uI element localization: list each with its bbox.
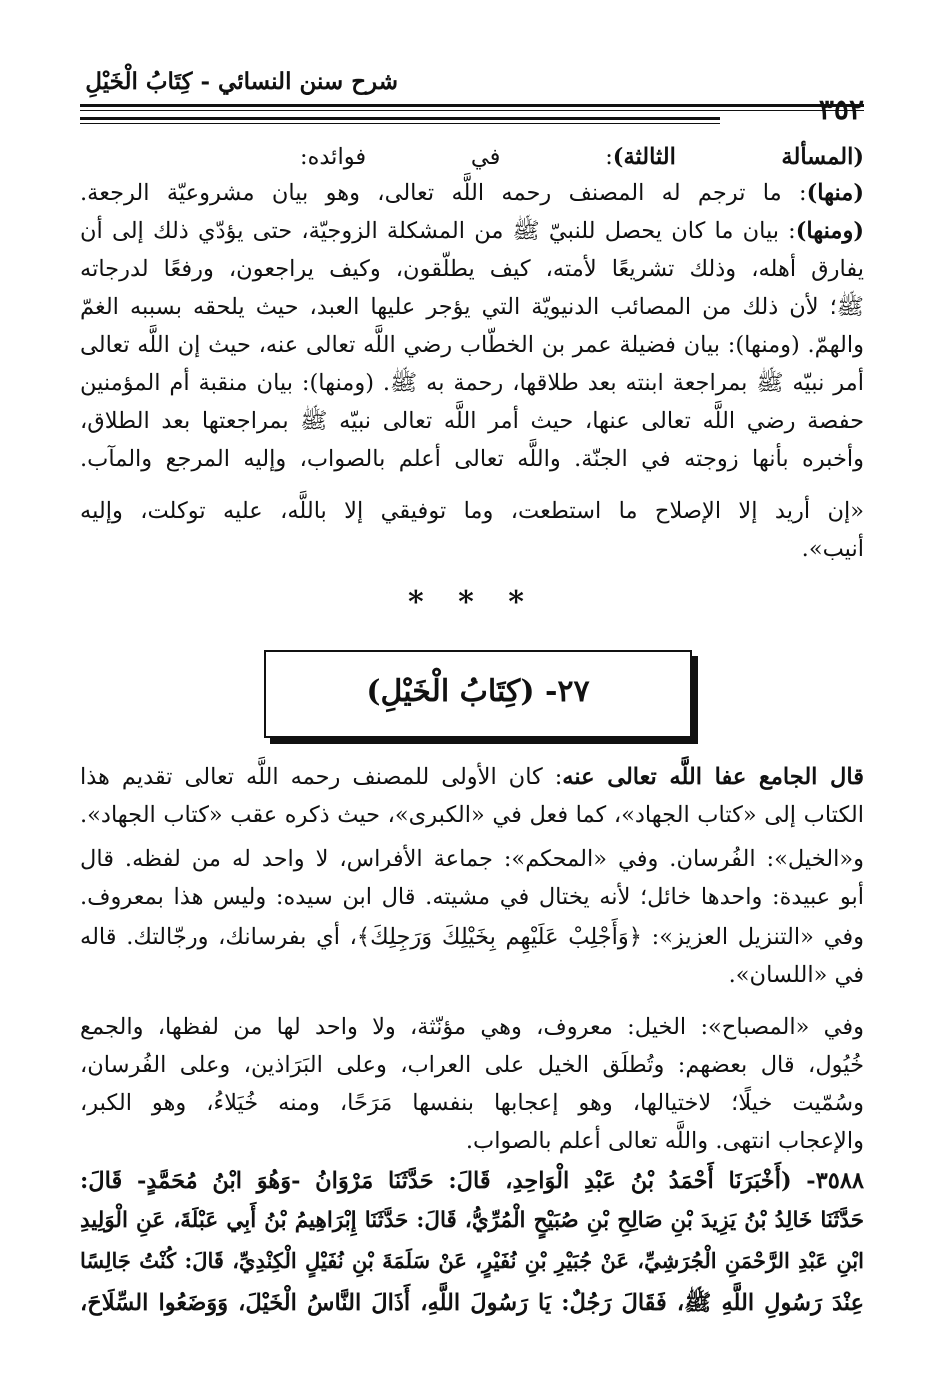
bold-phrase: (ومنها) xyxy=(795,218,864,244)
line-text: : في فوائده: xyxy=(300,144,613,170)
text-line xyxy=(80,332,864,358)
text-line xyxy=(80,1052,864,1078)
line-text: الكتاب إلى «كتاب الجهاد»، كما فعل في «الكبرى»، حيث ذكره عقب «كتاب الجهاد». xyxy=(80,802,864,828)
line-text: وفي «التنزيل العزيز»: ﴿وَأَجْلِبْ عَلَيْهِم بِخَيْلِكَ وَرَجِلِكَ﴾، أي بفرسانك، ورجّالتك. قاله xyxy=(80,924,864,950)
bold-phrase: (منها) xyxy=(806,180,864,206)
running-header-title: شرح سنن النسائي - كِتَابُ الْخَيْلِ xyxy=(85,68,398,95)
line-text: أمر نبيّه ﷺ بمراجعة ابنته بعد طلاقها، رحمة به ﷺ. (ومنها): بيان منقبة أم المؤمنين xyxy=(80,370,864,396)
hadith-line: عِنْدَ رَسُولِ اللَّهِ ﷺ، فَقَالَ رَجُلٌ: يَا رَسُولَ اللَّهِ، أَذَالَ النَّاسُ الْخَيْلَ، وَوَضَعُوا السِّلَاحَ، xyxy=(80,1290,864,1316)
text-line xyxy=(300,144,864,170)
header-rule-short-thick xyxy=(80,117,720,120)
line-text: : كان الأولى للمصنف رحمه اللَّه تعالى تقديم هذا xyxy=(80,764,563,790)
hadith-line: حَدَّثَنَا خَالِدُ بْنُ يَزِيدَ بْنِ صَالِحِ بْنِ صُبَيْحٍ الْمُرِّيُّ، قَالَ: حَدَّثَنَا إِبْرَاهِيمُ بْنُ أَبِي عَبْلَةَ، عَنِ الْوَلِيدِ xyxy=(80,1208,864,1233)
line-text: يفارق أهله، وذلك تشريعًا لأمته، كيف يطلّقون، وكيف يراجعون، ورفعًا لدرجاته xyxy=(80,256,864,282)
text-line xyxy=(80,802,864,828)
line-text: «إن أريد إلا الإصلاح ما استطعت، وما توفيقي إلا باللَّه، عليه توكلت، وإليه xyxy=(80,498,864,524)
bold-phrase: قال الجامع عفا اللَّه تعالى عنه xyxy=(562,764,864,790)
line-text: : بيان ما كان يحصل للنبيّ ﷺ من المشكلة الزوجيّة، حتى يؤدّي ذلك إلى أن xyxy=(80,218,796,244)
line-text: والهمّ. (ومنها): بيان فضيلة عمر بن الخطّاب رضي اللَّه تعالى عنه، حيث إن اللَّه تعالى xyxy=(80,332,864,358)
section-separator: * * * xyxy=(408,585,536,620)
chapter-heading-box xyxy=(264,650,692,738)
text-line xyxy=(80,180,864,206)
text-line xyxy=(80,846,864,872)
line-text: وسُمّيت خيلًا؛ لاختيالها، وهو إعجابها بنفسها مَرَحًا، ومنه خُيَلاءُ، وهو الكبر، xyxy=(80,1090,864,1116)
line-text: و«الخيل»: الفُرسان. وفي «المحكم»: جماعة الأفراس، لا واحد له من لفظه. قال xyxy=(80,846,864,872)
header-rule-thick xyxy=(80,104,864,107)
text-line xyxy=(80,256,864,282)
quote-line-end xyxy=(80,536,864,562)
chapter-title: ٢٧- (كِتَابُ الْخَيْلِ) xyxy=(366,674,590,709)
text-line xyxy=(80,446,864,472)
text-line xyxy=(80,924,864,950)
line-text: والإعجاب انتهى. واللَّه تعالى أعلم بالصواب. xyxy=(465,1128,864,1154)
text-line xyxy=(80,294,864,326)
bold-phrase: (المسألة الثالثة) xyxy=(612,144,865,170)
text-line xyxy=(80,962,864,988)
quote-line xyxy=(80,498,864,524)
text-line xyxy=(80,764,864,790)
line-text: في «اللسان». xyxy=(728,962,864,988)
line-text: أنيب». xyxy=(801,536,864,562)
text-line xyxy=(80,370,864,402)
header-rule-thin xyxy=(80,110,864,111)
line-text: خُيُول، قال بعضهم: وتُطلَق الخيل على العراب، وعلى البَرَاذين، وعلى الفُرسان، xyxy=(80,1052,864,1078)
hadith-line: ٣٥٨٨- (أَخْبَرَنَا أَحْمَدُ بْنُ عَبْدِ الْوَاحِدِ، قَالَ: حَدَّثَنَا مَرْوَانُ -وَهُوَ ابْنُ مُحَمَّدٍ- قَالَ: xyxy=(80,1168,864,1194)
text-line xyxy=(80,1014,864,1040)
text-line xyxy=(80,408,864,440)
line-text: : ما ترجم له المصنف رحمه اللَّه تعالى، وهو بيان مشروعيّة الرجعة. xyxy=(80,180,807,206)
line-text: ﷺ؛ لأن ذلك من المصائب الدنيويّة التي يؤجر عليها العبد، حيث يلحقه بسببه الغمّ xyxy=(80,294,864,320)
text-line xyxy=(80,1128,864,1154)
hadith-line: ابْنِ عَبْدِ الرَّحْمَنِ الْجُرَشِيِّ، عَنْ جُبَيْرِ بْنِ نُفَيْرٍ، عَنْ سَلَمَةَ بْنِ نُفَيْلٍ الْكِنْدِيِّ، قَالَ: كُنْتُ جَالِسًا xyxy=(80,1248,864,1273)
line-text: أبو عبيدة: واحدها خائل؛ لأنه يختال في مشيته. قال ابن سيده: وليس هذا بمعروف. xyxy=(80,884,864,910)
line-text: وأخبره بأنها زوجته في الجنّة. واللَّه تعالى أعلم بالصواب، وإليه المرجع والمآب. xyxy=(80,446,864,472)
line-text: وفي «المصباح»: الخيل: معروف، وهي مؤنّثة، ولا واحد لها من لفظها، والجمع xyxy=(80,1014,864,1040)
text-line xyxy=(80,1090,864,1116)
text-line xyxy=(80,884,864,910)
header-rule-short-thin xyxy=(80,123,720,124)
line-text: حفصة رضي اللَّه تعالى عنها، حيث أمر اللَّه تعالى نبيّه ﷺ بمراجعتها بعد الطلاق، xyxy=(80,408,864,434)
text-line xyxy=(80,218,864,250)
